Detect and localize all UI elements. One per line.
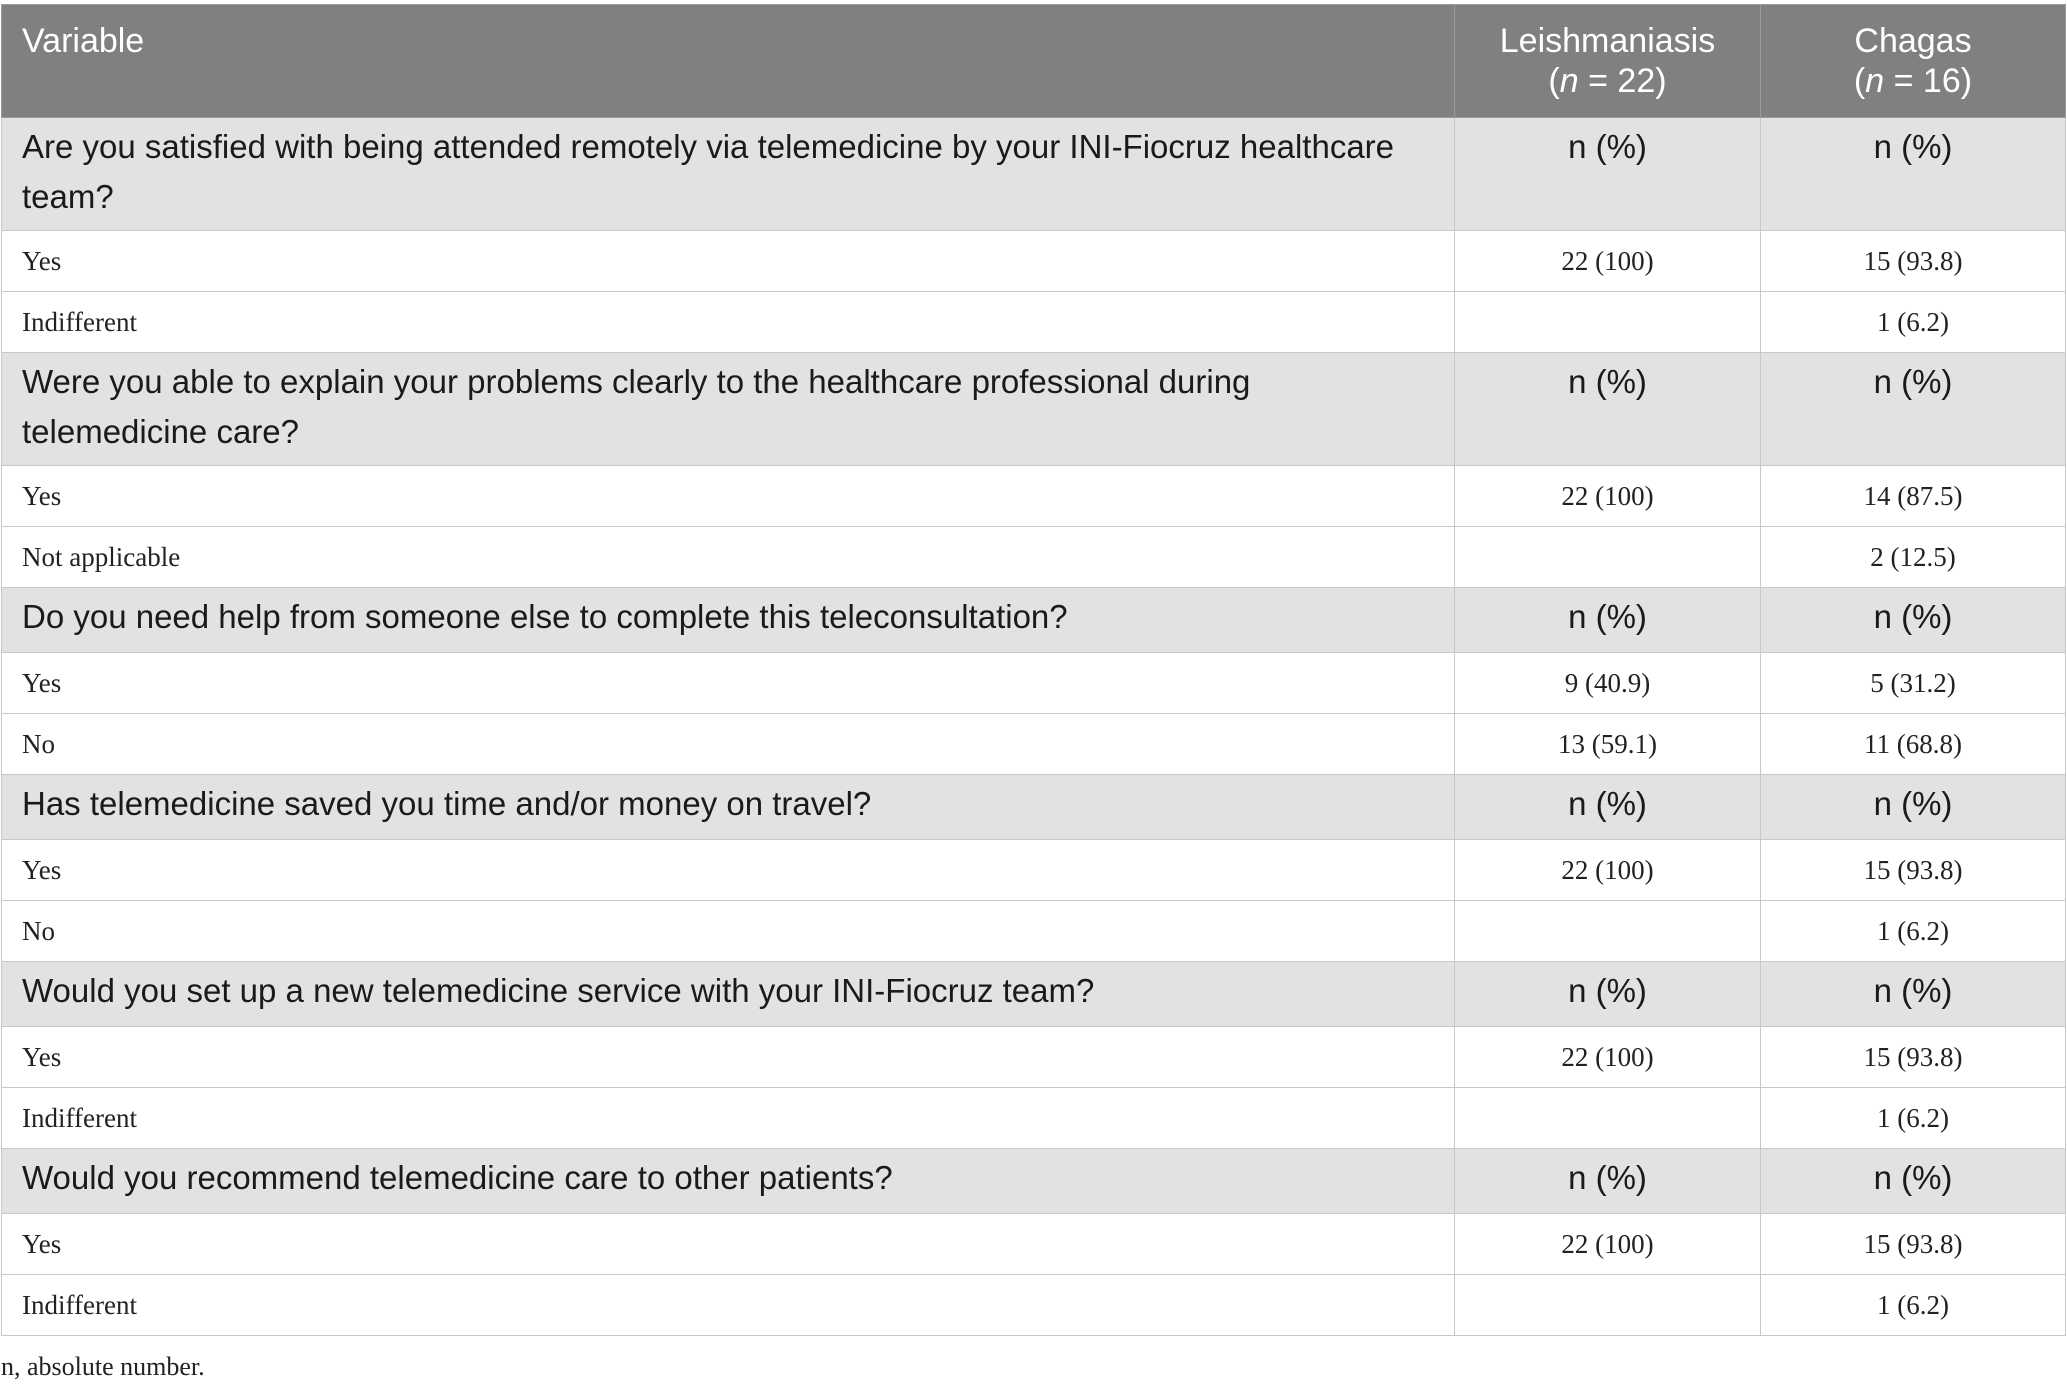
- unit-leishmaniasis: n (%): [1455, 353, 1761, 466]
- survey-table-container: [1, 4, 2065, 1336]
- answer-row: [2, 292, 2066, 353]
- answer-label: Yes: [2, 1027, 1455, 1088]
- answer-row: [2, 231, 2066, 292]
- question-text: Would you set up a new telemedicine service with your INI-Fiocruz team?: [2, 962, 1455, 1027]
- leishmaniasis-value: 9 (40.9): [1455, 653, 1761, 714]
- chagas-value: 5 (31.2): [1761, 653, 2066, 714]
- telemedicine-satisfaction-table: [1, 4, 2066, 1336]
- chagas-value: 2 (12.5): [1761, 527, 2066, 588]
- unit-leishmaniasis: n (%): [1455, 118, 1761, 231]
- unit-leishmaniasis: n (%): [1455, 962, 1761, 1027]
- answer-label: Yes: [2, 231, 1455, 292]
- question-row: [2, 588, 2066, 653]
- question-text: Would you recommend telemedicine care to other patients?: [2, 1149, 1455, 1214]
- leishmaniasis-value: [1455, 292, 1761, 353]
- question-text: Were you able to explain your problems clearly to the healthcare professional during telemedicine care?: [2, 353, 1455, 466]
- leishmaniasis-value: 22 (100): [1455, 1027, 1761, 1088]
- n-symbol: n: [1865, 62, 1885, 100]
- answer-row: [2, 1027, 2066, 1088]
- answer-label: No: [2, 714, 1455, 775]
- header-chagas-name: Chagas: [1854, 22, 1972, 60]
- chagas-value: 15 (93.8): [1761, 1027, 2066, 1088]
- leishmaniasis-value: 13 (59.1): [1455, 714, 1761, 775]
- question-row: [2, 353, 2066, 466]
- unit-leishmaniasis: n (%): [1455, 775, 1761, 840]
- header-leishmaniasis-name: Leishmaniasis: [1499, 22, 1716, 60]
- unit-chagas: n (%): [1761, 1149, 2066, 1214]
- answer-label: Yes: [2, 653, 1455, 714]
- chagas-value: 1 (6.2): [1761, 901, 2066, 962]
- answer-label: Yes: [2, 840, 1455, 901]
- question-text: Do you need help from someone else to complete this teleconsultation?: [2, 588, 1455, 653]
- table-body: [2, 118, 2066, 1336]
- answer-label: No: [2, 901, 1455, 962]
- leishmaniasis-value: 22 (100): [1455, 840, 1761, 901]
- question-text: Are you satisfied with being attended remotely via telemedicine by your INI-Fiocruz healthcare team?: [2, 118, 1455, 231]
- chagas-value: 15 (93.8): [1761, 231, 2066, 292]
- header-variable: Variable: [2, 5, 1455, 118]
- n-symbol: n: [1559, 62, 1579, 100]
- answer-row: [2, 653, 2066, 714]
- leishmaniasis-value: 22 (100): [1455, 231, 1761, 292]
- table-header-row: [2, 5, 2066, 118]
- leishmaniasis-value: 22 (100): [1455, 1214, 1761, 1275]
- answer-row: [2, 527, 2066, 588]
- chagas-value: 15 (93.8): [1761, 1214, 2066, 1275]
- unit-chagas: n (%): [1761, 118, 2066, 231]
- question-row: [2, 775, 2066, 840]
- leishmaniasis-value: [1455, 527, 1761, 588]
- header-leishmaniasis: [1455, 5, 1761, 118]
- answer-row: [2, 1088, 2066, 1149]
- chagas-value: 1 (6.2): [1761, 1088, 2066, 1149]
- leishmaniasis-value: 22 (100): [1455, 466, 1761, 527]
- answer-label: Indifferent: [2, 1088, 1455, 1149]
- answer-row: [2, 1275, 2066, 1336]
- leishmaniasis-value: [1455, 1088, 1761, 1149]
- answer-row: [2, 901, 2066, 962]
- leishmaniasis-value: [1455, 1275, 1761, 1336]
- chagas-value: 14 (87.5): [1761, 466, 2066, 527]
- question-row: [2, 962, 2066, 1027]
- question-row: [2, 1149, 2066, 1214]
- unit-chagas: n (%): [1761, 962, 2066, 1027]
- n-value: = 22: [1578, 62, 1656, 100]
- answer-label: Indifferent: [2, 1275, 1455, 1336]
- chagas-value: 15 (93.8): [1761, 840, 2066, 901]
- unit-leishmaniasis: n (%): [1455, 1149, 1761, 1214]
- header-chagas: [1761, 5, 2066, 118]
- n-value: = 16: [1884, 62, 1961, 100]
- answer-label: Yes: [2, 466, 1455, 527]
- unit-chagas: n (%): [1761, 588, 2066, 653]
- header-leishmaniasis-n: (n = 22): [1548, 62, 1667, 100]
- answer-row: [2, 840, 2066, 901]
- answer-row: [2, 466, 2066, 527]
- leishmaniasis-value: [1455, 901, 1761, 962]
- question-row: [2, 118, 2066, 231]
- unit-chagas: n (%): [1761, 353, 2066, 466]
- chagas-value: 1 (6.2): [1761, 292, 2066, 353]
- chagas-value: 1 (6.2): [1761, 1275, 2066, 1336]
- header-chagas-n: (n = 16): [1853, 62, 1973, 100]
- table-footnote: n, absolute number.: [1, 1352, 205, 1381]
- answer-label: Not applicable: [2, 527, 1455, 588]
- answer-label: Yes: [2, 1214, 1455, 1275]
- answer-row: [2, 1214, 2066, 1275]
- answer-row: [2, 714, 2066, 775]
- question-text: Has telemedicine saved you time and/or money on travel?: [2, 775, 1455, 840]
- unit-leishmaniasis: n (%): [1455, 588, 1761, 653]
- chagas-value: 11 (68.8): [1761, 714, 2066, 775]
- unit-chagas: n (%): [1761, 775, 2066, 840]
- answer-label: Indifferent: [2, 292, 1455, 353]
